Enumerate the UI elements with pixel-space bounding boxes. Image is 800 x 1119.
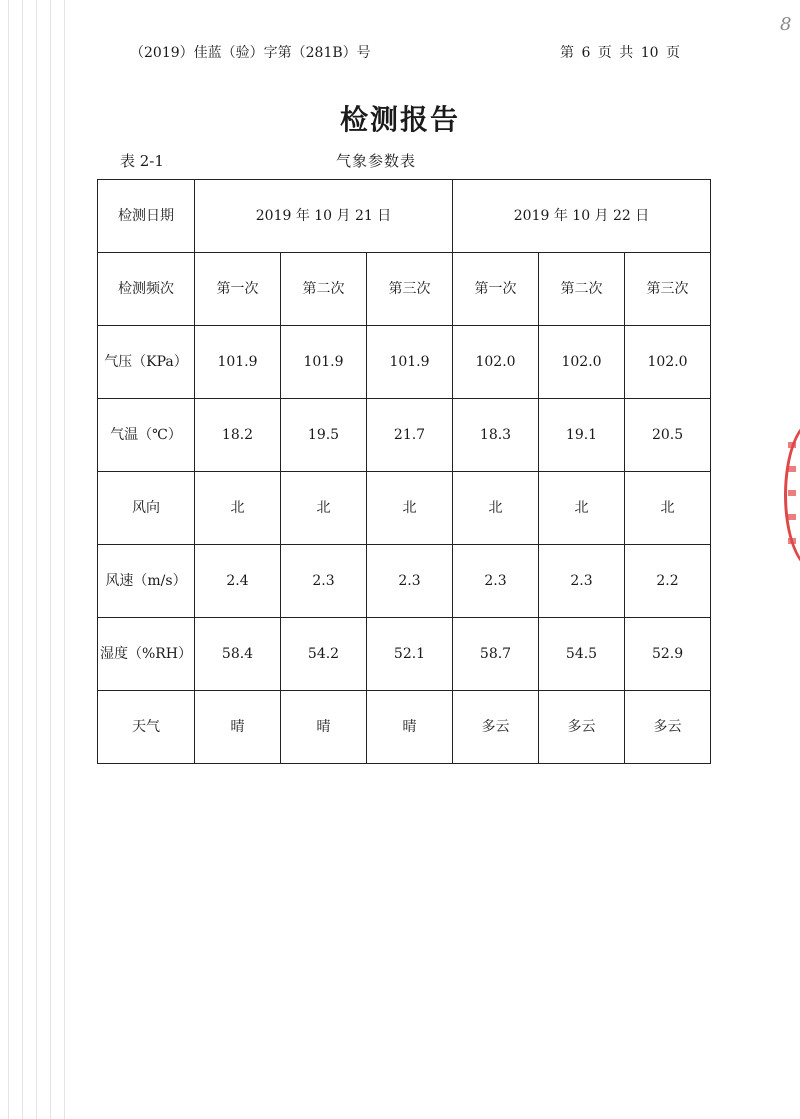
- table-row: [98, 545, 711, 618]
- frequency-cell: 第三次: [625, 253, 711, 326]
- value-cell: 19.5: [281, 399, 367, 472]
- report-title: 检测报告: [339, 103, 460, 136]
- value-cell: 多云: [453, 691, 539, 764]
- row-label: 风向: [98, 472, 195, 545]
- value-cell: 2.3: [281, 545, 367, 618]
- value-cell: 北: [367, 472, 453, 545]
- page-info: 第 6 页 共 10 页: [560, 45, 680, 61]
- value-cell: 21.7: [367, 399, 453, 472]
- value-cell: 54.5: [539, 618, 625, 691]
- value-cell: 101.9: [195, 326, 281, 399]
- value-cell: 晴: [281, 691, 367, 764]
- scan-edge-line: [22, 0, 23, 1119]
- value-cell: 52.9: [625, 618, 711, 691]
- value-cell: 多云: [625, 691, 711, 764]
- value-cell: 18.2: [195, 399, 281, 472]
- frequency-cell: 第一次: [195, 253, 281, 326]
- table-row: [98, 472, 711, 545]
- value-cell: 19.1: [539, 399, 625, 472]
- value-cell: 晴: [367, 691, 453, 764]
- value-cell: 58.4: [195, 618, 281, 691]
- table-row: [98, 691, 711, 764]
- document-number: （2019）佳蓝（验）字第（281B）号: [130, 45, 371, 61]
- weather-parameter-table: [97, 179, 711, 764]
- frequency-cell: 第二次: [539, 253, 625, 326]
- value-cell: 北: [453, 472, 539, 545]
- value-cell: 2.3: [367, 545, 453, 618]
- row-label: 湿度（%RH）: [98, 618, 195, 691]
- value-cell: 晴: [195, 691, 281, 764]
- frequency-cell: 第三次: [367, 253, 453, 326]
- table-title: 气象参数表: [336, 152, 417, 170]
- table-row-date: [98, 180, 711, 253]
- value-cell: 2.3: [539, 545, 625, 618]
- date-cell: 2019 年 10 月 22 日: [453, 180, 711, 253]
- value-cell: 北: [195, 472, 281, 545]
- value-cell: 101.9: [367, 326, 453, 399]
- table-row: [98, 618, 711, 691]
- scan-edge-line: [8, 0, 9, 1119]
- value-cell: 18.3: [453, 399, 539, 472]
- frequency-cell: 第二次: [281, 253, 367, 326]
- handwritten-page-mark: 8: [780, 14, 792, 35]
- value-cell: 102.0: [453, 326, 539, 399]
- scan-edge-line: [50, 0, 51, 1119]
- row-label: 风速（m/s）: [98, 545, 195, 618]
- table-row: [98, 399, 711, 472]
- row-label: 检测日期: [98, 180, 195, 253]
- value-cell: 52.1: [367, 618, 453, 691]
- table-row-frequency: [98, 253, 711, 326]
- value-cell: 北: [539, 472, 625, 545]
- row-label: 天气: [98, 691, 195, 764]
- value-cell: 2.3: [453, 545, 539, 618]
- value-cell: 2.2: [625, 545, 711, 618]
- value-cell: 54.2: [281, 618, 367, 691]
- value-cell: 101.9: [281, 326, 367, 399]
- value-cell: 2.4: [195, 545, 281, 618]
- table-body: [98, 180, 711, 764]
- red-seal-stamp: [784, 420, 800, 570]
- table-label: 表 2-1: [120, 152, 164, 170]
- scan-edge-line: [36, 0, 37, 1119]
- value-cell: 102.0: [625, 326, 711, 399]
- value-cell: 北: [625, 472, 711, 545]
- row-label: 气压（KPa）: [98, 326, 195, 399]
- row-label: 检测频次: [98, 253, 195, 326]
- table-row: [98, 326, 711, 399]
- value-cell: 北: [281, 472, 367, 545]
- value-cell: 58.7: [453, 618, 539, 691]
- frequency-cell: 第一次: [453, 253, 539, 326]
- value-cell: 20.5: [625, 399, 711, 472]
- scan-edge-line: [64, 0, 65, 1119]
- date-cell: 2019 年 10 月 21 日: [195, 180, 453, 253]
- row-label: 气温（℃）: [98, 399, 195, 472]
- value-cell: 102.0: [539, 326, 625, 399]
- value-cell: 多云: [539, 691, 625, 764]
